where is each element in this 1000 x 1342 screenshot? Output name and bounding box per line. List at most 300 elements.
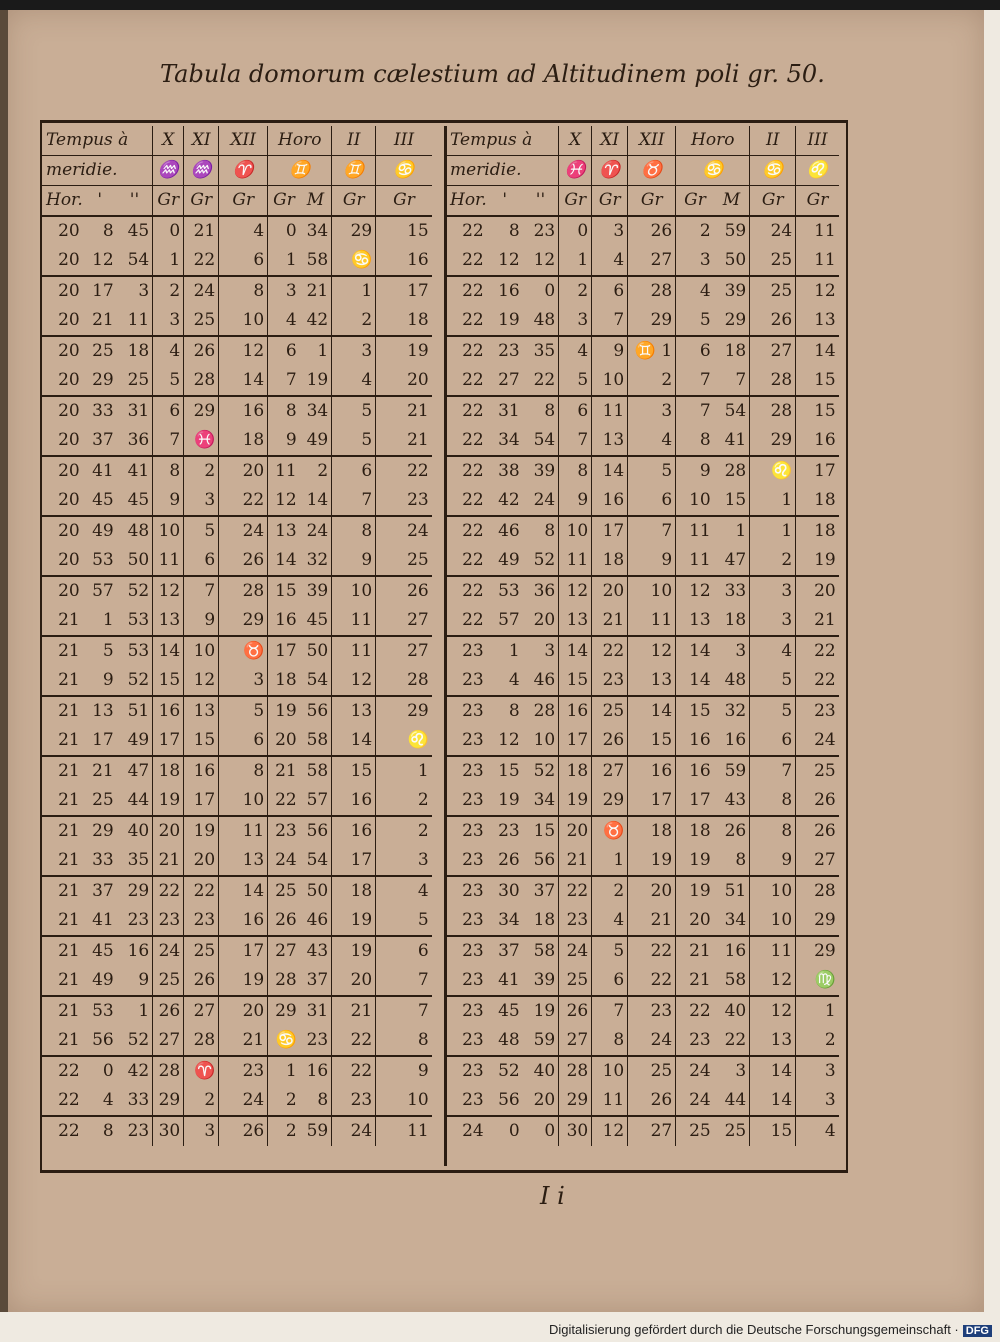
table-cell: 0 bbox=[559, 216, 592, 246]
unit-label: Gr bbox=[332, 186, 376, 217]
table-cell: 45 bbox=[117, 486, 153, 516]
table-cell: 24 bbox=[376, 516, 432, 546]
table-cell: 29 bbox=[268, 996, 300, 1026]
table-cell: 0 bbox=[544, 281, 556, 301]
table-cell: 5 bbox=[332, 426, 376, 456]
table-cell: 23 bbox=[462, 761, 484, 781]
table-cell: 24 bbox=[462, 1121, 484, 1141]
table-cell: 17 bbox=[219, 936, 268, 966]
table-cell: 20 bbox=[42, 306, 83, 336]
table-cell: 22 bbox=[42, 1086, 83, 1116]
table-cell: 9 bbox=[559, 486, 592, 516]
table-cell: 53 bbox=[92, 1001, 114, 1021]
table-cell: 10 bbox=[592, 1056, 628, 1086]
table-cell: 20 bbox=[559, 816, 592, 846]
table-cell: 11 bbox=[676, 516, 714, 546]
table-cell: 12 bbox=[750, 966, 796, 996]
table-row bbox=[42, 486, 432, 516]
table-cell: 20 bbox=[58, 401, 80, 421]
table-row bbox=[42, 576, 432, 606]
zodiac-sign: ♈ bbox=[219, 156, 268, 186]
header-house: II bbox=[750, 126, 796, 156]
table-cell: 2 bbox=[559, 276, 592, 306]
table-cell: 23 bbox=[498, 821, 520, 841]
table-row bbox=[42, 666, 432, 696]
unit-label: Gr bbox=[153, 186, 184, 217]
table-cell: 17 bbox=[153, 726, 184, 756]
table-cell: 7 bbox=[592, 306, 628, 336]
table-cell: 23 bbox=[796, 696, 839, 726]
table-cell: 5 bbox=[628, 456, 676, 486]
header-horoscope: Horo bbox=[268, 126, 332, 156]
table-cell: 20 bbox=[628, 876, 676, 906]
zodiac-sign: ♋ bbox=[676, 156, 750, 186]
table-cell: 5 bbox=[332, 396, 376, 426]
table-cell: 23 bbox=[498, 341, 520, 361]
table-cell: 13 bbox=[268, 516, 300, 546]
table-cell: 11 bbox=[332, 636, 376, 666]
page-edge bbox=[0, 10, 8, 1312]
table-cell: 56 bbox=[523, 846, 559, 876]
table-cell: 27 bbox=[153, 1026, 184, 1056]
table-cell: 2 bbox=[268, 1116, 300, 1146]
table-cell: 4 bbox=[592, 906, 628, 936]
table-cell: 15 bbox=[750, 1116, 796, 1146]
table-cell: 23 bbox=[462, 821, 484, 841]
header-tempus: Tempus à bbox=[446, 126, 559, 156]
table-cell: ♉ bbox=[219, 636, 268, 666]
table-cell: 22 bbox=[332, 1056, 376, 1086]
table-cell: 2 bbox=[317, 461, 329, 481]
table-cell: 17 bbox=[376, 276, 432, 306]
table-cell: 26 bbox=[559, 996, 592, 1026]
table-cell: 2 bbox=[184, 456, 219, 486]
table-cell: 26 bbox=[628, 216, 676, 246]
table-cell: 13 bbox=[750, 1026, 796, 1056]
table-cell: 29 bbox=[332, 216, 376, 246]
table-cell: 53 bbox=[498, 581, 520, 601]
unit-label: '' bbox=[117, 186, 153, 217]
table-cell: 2 bbox=[184, 1086, 219, 1116]
table-cell: 8 bbox=[559, 456, 592, 486]
table-cell: 3 bbox=[559, 306, 592, 336]
table-cell: 12 bbox=[268, 486, 300, 516]
table-row bbox=[42, 546, 432, 576]
table-cell: 20 bbox=[219, 996, 268, 1026]
table-cell: 21 bbox=[58, 881, 80, 901]
table-cell: 11 bbox=[750, 936, 796, 966]
table-cell: 39 bbox=[523, 966, 559, 996]
table-cell: 1 bbox=[268, 1056, 300, 1086]
table-cell: 28 bbox=[533, 701, 556, 721]
table-cell: 7 bbox=[628, 516, 676, 546]
table-cell: 23 bbox=[184, 906, 219, 936]
table-cell: 20 bbox=[58, 581, 80, 601]
table-cell: 9 bbox=[376, 1056, 432, 1086]
table-cell: 56 bbox=[306, 701, 329, 721]
table-cell: 31 bbox=[306, 1001, 329, 1021]
table-cell: 24 bbox=[628, 1026, 676, 1056]
header-horoscope: Horo bbox=[676, 126, 750, 156]
table-cell: 27 bbox=[184, 996, 219, 1026]
table-cell: 22 bbox=[628, 966, 676, 996]
table-cell: 25 bbox=[83, 786, 117, 816]
table-cell: 39 bbox=[533, 461, 556, 481]
table-row bbox=[42, 306, 432, 336]
table-cell: 54 bbox=[300, 846, 332, 876]
table-cell: 47 bbox=[714, 546, 750, 576]
table-cell: 33 bbox=[724, 581, 747, 601]
table-cell: 50 bbox=[306, 641, 329, 661]
table-cell: 6 bbox=[750, 726, 796, 756]
footer-text: Digitalisierung gefördert durch die Deutsche Forschungsgemeinschaft bbox=[549, 1322, 951, 1337]
table-cell: 59 bbox=[724, 221, 747, 241]
table-cell: 8 bbox=[676, 426, 714, 456]
table-cell: 21 bbox=[58, 641, 80, 661]
table-cell: 23 bbox=[446, 966, 487, 996]
table-cell: 20 bbox=[523, 606, 559, 636]
table-cell: 26 bbox=[750, 306, 796, 336]
table-cell: 11 bbox=[268, 456, 300, 486]
table-cell: 13 bbox=[676, 606, 714, 636]
table-cell: 0 bbox=[544, 1121, 556, 1141]
table-cell: 19 bbox=[487, 306, 523, 336]
table-cell: 6 bbox=[592, 276, 628, 306]
table-cell: 36 bbox=[117, 426, 153, 456]
table-cell: 41 bbox=[127, 461, 150, 481]
header-house: III bbox=[796, 126, 839, 156]
table-cell: 2 bbox=[376, 816, 432, 846]
table-cell: 15 bbox=[796, 396, 839, 426]
table-row bbox=[42, 276, 432, 306]
table-cell: 5 bbox=[750, 666, 796, 696]
unit-label: M bbox=[714, 186, 750, 217]
zodiac-sign: ♈ bbox=[592, 156, 628, 186]
table-cell: 19 bbox=[268, 696, 300, 726]
table-cell: 11 bbox=[219, 816, 268, 846]
table-cell: 58 bbox=[306, 761, 329, 781]
table-cell: 12 bbox=[628, 636, 676, 666]
table-cell: 6 bbox=[219, 726, 268, 756]
table-cell: 9 bbox=[83, 666, 117, 696]
table-cell: 22 bbox=[446, 366, 487, 396]
table-cell: 14 bbox=[300, 486, 332, 516]
table-cell: 23 bbox=[332, 1086, 376, 1116]
table-cell: 29 bbox=[628, 306, 676, 336]
table-cell: 15 bbox=[533, 821, 556, 841]
table-cell: 21 bbox=[42, 606, 83, 636]
table-cell: 51 bbox=[127, 701, 150, 721]
table-cell: 24 bbox=[306, 521, 329, 541]
table-cell: 20 bbox=[42, 246, 83, 276]
table-row bbox=[446, 726, 839, 756]
table-cell: 13 bbox=[92, 701, 114, 721]
table-cell: 11 bbox=[592, 1086, 628, 1116]
table-cell: 24 bbox=[184, 276, 219, 306]
table-cell: 11 bbox=[592, 396, 628, 426]
table-row bbox=[42, 1056, 432, 1086]
table-cell: 26 bbox=[724, 821, 747, 841]
table-row bbox=[42, 396, 432, 426]
table-cell: 10 bbox=[592, 366, 628, 396]
zodiac-sign: ♒ bbox=[153, 156, 184, 186]
zodiac-sign: ♊ bbox=[268, 156, 332, 186]
table-cell: 25 bbox=[750, 246, 796, 276]
table-cell: 13 bbox=[184, 696, 219, 726]
table-cell: 1 bbox=[559, 246, 592, 276]
table-cell: 13 bbox=[332, 696, 376, 726]
unit-label: Gr bbox=[592, 186, 628, 217]
table-cell: 22 bbox=[184, 876, 219, 906]
table-row bbox=[42, 426, 432, 456]
table-row bbox=[42, 846, 432, 876]
table-cell: 13 bbox=[796, 306, 839, 336]
table-cell: 37 bbox=[83, 426, 117, 456]
table-cell: 14 bbox=[153, 636, 184, 666]
table-cell: 7 bbox=[332, 486, 376, 516]
table-cell: 16 bbox=[498, 281, 520, 301]
table-cell: 19 bbox=[676, 846, 714, 876]
table-row bbox=[446, 606, 839, 636]
table-cell: 18 bbox=[796, 486, 839, 516]
table-cell: 12 bbox=[750, 996, 796, 1026]
table-cell: 25 bbox=[268, 876, 300, 906]
table-cell: 1 bbox=[376, 756, 432, 786]
table-cell: 20 bbox=[42, 546, 83, 576]
table-cell: 13 bbox=[559, 606, 592, 636]
table-cell: 20 bbox=[42, 486, 83, 516]
digitization-footer: Digitalisierung gefördert durch die Deutsche Forschungsgemeinschaft · DFG bbox=[549, 1322, 992, 1337]
table-cell: 21 bbox=[184, 216, 219, 246]
table-cell: 12 bbox=[592, 1116, 628, 1146]
header-signs-row bbox=[42, 156, 432, 186]
table-cell: 39 bbox=[724, 281, 747, 301]
table-cell: 12 bbox=[559, 576, 592, 606]
table-cell: 1 bbox=[153, 246, 184, 276]
table-cell: 12 bbox=[487, 726, 523, 756]
table-cell: 7 bbox=[559, 426, 592, 456]
table-cell: 41 bbox=[83, 906, 117, 936]
table-cell: 15 bbox=[376, 216, 432, 246]
table-cell: 22 bbox=[184, 246, 219, 276]
table-cell: 22 bbox=[462, 401, 484, 421]
table-cell: 7 bbox=[592, 996, 628, 1026]
table-row bbox=[42, 966, 432, 996]
table-cell: 16 bbox=[219, 396, 268, 426]
table-cell: 21 bbox=[42, 786, 83, 816]
table-cell: 5 bbox=[592, 936, 628, 966]
table-cell: 17 bbox=[628, 786, 676, 816]
table-cell: 23 bbox=[462, 701, 484, 721]
table-cell: 15 bbox=[676, 696, 714, 726]
table-cell: 4 bbox=[592, 246, 628, 276]
table-cell: 18 bbox=[714, 606, 750, 636]
table-cell: 19 bbox=[487, 786, 523, 816]
table-cell: 23 bbox=[300, 1026, 332, 1056]
table-cell: 53 bbox=[83, 546, 117, 576]
table-cell: 8 bbox=[592, 1026, 628, 1056]
table-row bbox=[446, 816, 839, 846]
table-cell: 45 bbox=[92, 941, 114, 961]
table-cell: 13 bbox=[592, 426, 628, 456]
table-cell: 27 bbox=[628, 1116, 676, 1146]
table-cell: 8 bbox=[750, 786, 796, 816]
table-row bbox=[42, 816, 432, 846]
top-border bbox=[0, 0, 1000, 10]
table-cell: 49 bbox=[92, 521, 114, 541]
table-cell: ♈ bbox=[184, 1056, 219, 1086]
table-cell: 18 bbox=[796, 516, 839, 546]
table-cell: 6 bbox=[376, 936, 432, 966]
table-cell: 23 bbox=[446, 1026, 487, 1056]
table-cell: 24 bbox=[153, 936, 184, 966]
table-cell: 15 bbox=[153, 666, 184, 696]
table-cell: 42 bbox=[300, 306, 332, 336]
table-row bbox=[446, 936, 839, 966]
table-cell: 1 bbox=[332, 276, 376, 306]
table-cell: 17 bbox=[92, 281, 114, 301]
table-cell: 20 bbox=[42, 366, 83, 396]
table-cell: 20 bbox=[796, 576, 839, 606]
table-cell: 12 bbox=[523, 246, 559, 276]
table-cell: 2 bbox=[268, 1086, 300, 1116]
table-cell: 23 bbox=[219, 1056, 268, 1086]
header-house: XI bbox=[184, 126, 219, 156]
table-cell: 58 bbox=[533, 941, 556, 961]
table-cell: 23 bbox=[559, 906, 592, 936]
table-cell: 21 bbox=[92, 761, 114, 781]
table-cell: 28 bbox=[184, 1026, 219, 1056]
table-cell: 21 bbox=[219, 1026, 268, 1056]
table-cell: 49 bbox=[487, 546, 523, 576]
table-cell: 48 bbox=[127, 521, 150, 541]
table-row bbox=[446, 906, 839, 936]
table-cell: 22 bbox=[592, 636, 628, 666]
table-cell: 26 bbox=[268, 906, 300, 936]
table-cell: 14 bbox=[559, 636, 592, 666]
table-cell: 12 bbox=[676, 576, 714, 606]
table-cell: 29 bbox=[92, 821, 114, 841]
table-cell: 37 bbox=[533, 881, 556, 901]
table-cell: 20 bbox=[523, 1086, 559, 1116]
table-cell: 22 bbox=[559, 876, 592, 906]
table-cell: 28 bbox=[219, 576, 268, 606]
table-cell: 18 bbox=[219, 426, 268, 456]
table-row bbox=[446, 1026, 839, 1056]
table-cell: 8 bbox=[219, 276, 268, 306]
table-cell: 20 bbox=[58, 521, 80, 541]
table-cell: 4 bbox=[750, 636, 796, 666]
table-cell: 27 bbox=[592, 756, 628, 786]
table-cell: 29 bbox=[127, 881, 150, 901]
table-cell: 14 bbox=[796, 336, 839, 366]
table-cell: 23 bbox=[153, 906, 184, 936]
table-cell: 17 bbox=[592, 516, 628, 546]
table-cell: 18 bbox=[268, 666, 300, 696]
header-house: III bbox=[376, 126, 432, 156]
table-cell: 0 bbox=[153, 216, 184, 246]
table-cell: 39 bbox=[306, 581, 329, 601]
table-cell: 22 bbox=[676, 996, 714, 1026]
table-cell: 8 bbox=[332, 516, 376, 546]
table-cell: 28 bbox=[628, 276, 676, 306]
table-cell: 11 bbox=[676, 546, 714, 576]
table-cell: 54 bbox=[724, 401, 747, 421]
table-cell: 37 bbox=[300, 966, 332, 996]
table-cell: 16 bbox=[332, 786, 376, 816]
unit-label: Gr bbox=[796, 186, 839, 217]
table-cell: 23 bbox=[462, 881, 484, 901]
table-cell: 41 bbox=[487, 966, 523, 996]
header-house: XII bbox=[219, 126, 268, 156]
table-cell: 26 bbox=[153, 996, 184, 1026]
table-cell: 28 bbox=[376, 666, 432, 696]
table-cell: 25 bbox=[376, 546, 432, 576]
header-units-row bbox=[42, 186, 432, 217]
table-cell: 16 bbox=[219, 906, 268, 936]
table-cell: 15 bbox=[796, 366, 839, 396]
table-cell: 21 bbox=[42, 666, 83, 696]
table-cell: 37 bbox=[498, 941, 520, 961]
table-cell: 15 bbox=[559, 666, 592, 696]
header-house: X bbox=[153, 126, 184, 156]
zodiac-sign: ♋ bbox=[750, 156, 796, 186]
table-cell: 46 bbox=[300, 906, 332, 936]
table-cell: 20 bbox=[58, 341, 80, 361]
table-cell: 6 bbox=[592, 966, 628, 996]
table-cell: 22 bbox=[462, 221, 484, 241]
table-cell: 23 bbox=[592, 666, 628, 696]
table-row bbox=[446, 216, 839, 246]
table-cell: 31 bbox=[127, 401, 150, 421]
unit-label: Gr bbox=[219, 186, 268, 217]
table-cell: 16 bbox=[714, 726, 750, 756]
table-cell: 15 bbox=[498, 761, 520, 781]
table-cell: 5 bbox=[102, 641, 114, 661]
zodiac-sign: ♒ bbox=[184, 156, 219, 186]
table-cell: 8 bbox=[219, 756, 268, 786]
unit-label: Gr bbox=[750, 186, 796, 217]
table-row bbox=[42, 876, 432, 906]
table-cell: 22 bbox=[446, 486, 487, 516]
table-cell: 2 bbox=[796, 1026, 839, 1056]
table-cell: 52 bbox=[117, 1026, 153, 1056]
table-cell: 42 bbox=[127, 1061, 150, 1081]
table-cell: 12 bbox=[83, 246, 117, 276]
table-cell: 22 bbox=[219, 486, 268, 516]
table-cell: 40 bbox=[127, 821, 150, 841]
table-cell: 45 bbox=[300, 606, 332, 636]
table-cell: 9 bbox=[332, 546, 376, 576]
page-number: I i bbox=[540, 1182, 565, 1210]
table-cell: ♋ bbox=[268, 1026, 300, 1056]
table-cell: 21 bbox=[268, 756, 300, 786]
table-cell: 19 bbox=[184, 816, 219, 846]
table-cell: 52 bbox=[498, 1061, 520, 1081]
table-cell: 1 bbox=[592, 846, 628, 876]
table-cell: 16 bbox=[127, 941, 150, 961]
table-cell: 6 bbox=[268, 336, 300, 366]
table-cell: 18 bbox=[127, 341, 150, 361]
unit-label: '' bbox=[523, 186, 559, 217]
table-cell: 28 bbox=[796, 876, 839, 906]
table-cell: 58 bbox=[714, 966, 750, 996]
table-cell: 27 bbox=[487, 366, 523, 396]
table-cell: 29 bbox=[750, 426, 796, 456]
table-cell: 22 bbox=[58, 1121, 80, 1141]
table-cell: 33 bbox=[92, 401, 114, 421]
table-cell: 48 bbox=[487, 1026, 523, 1056]
